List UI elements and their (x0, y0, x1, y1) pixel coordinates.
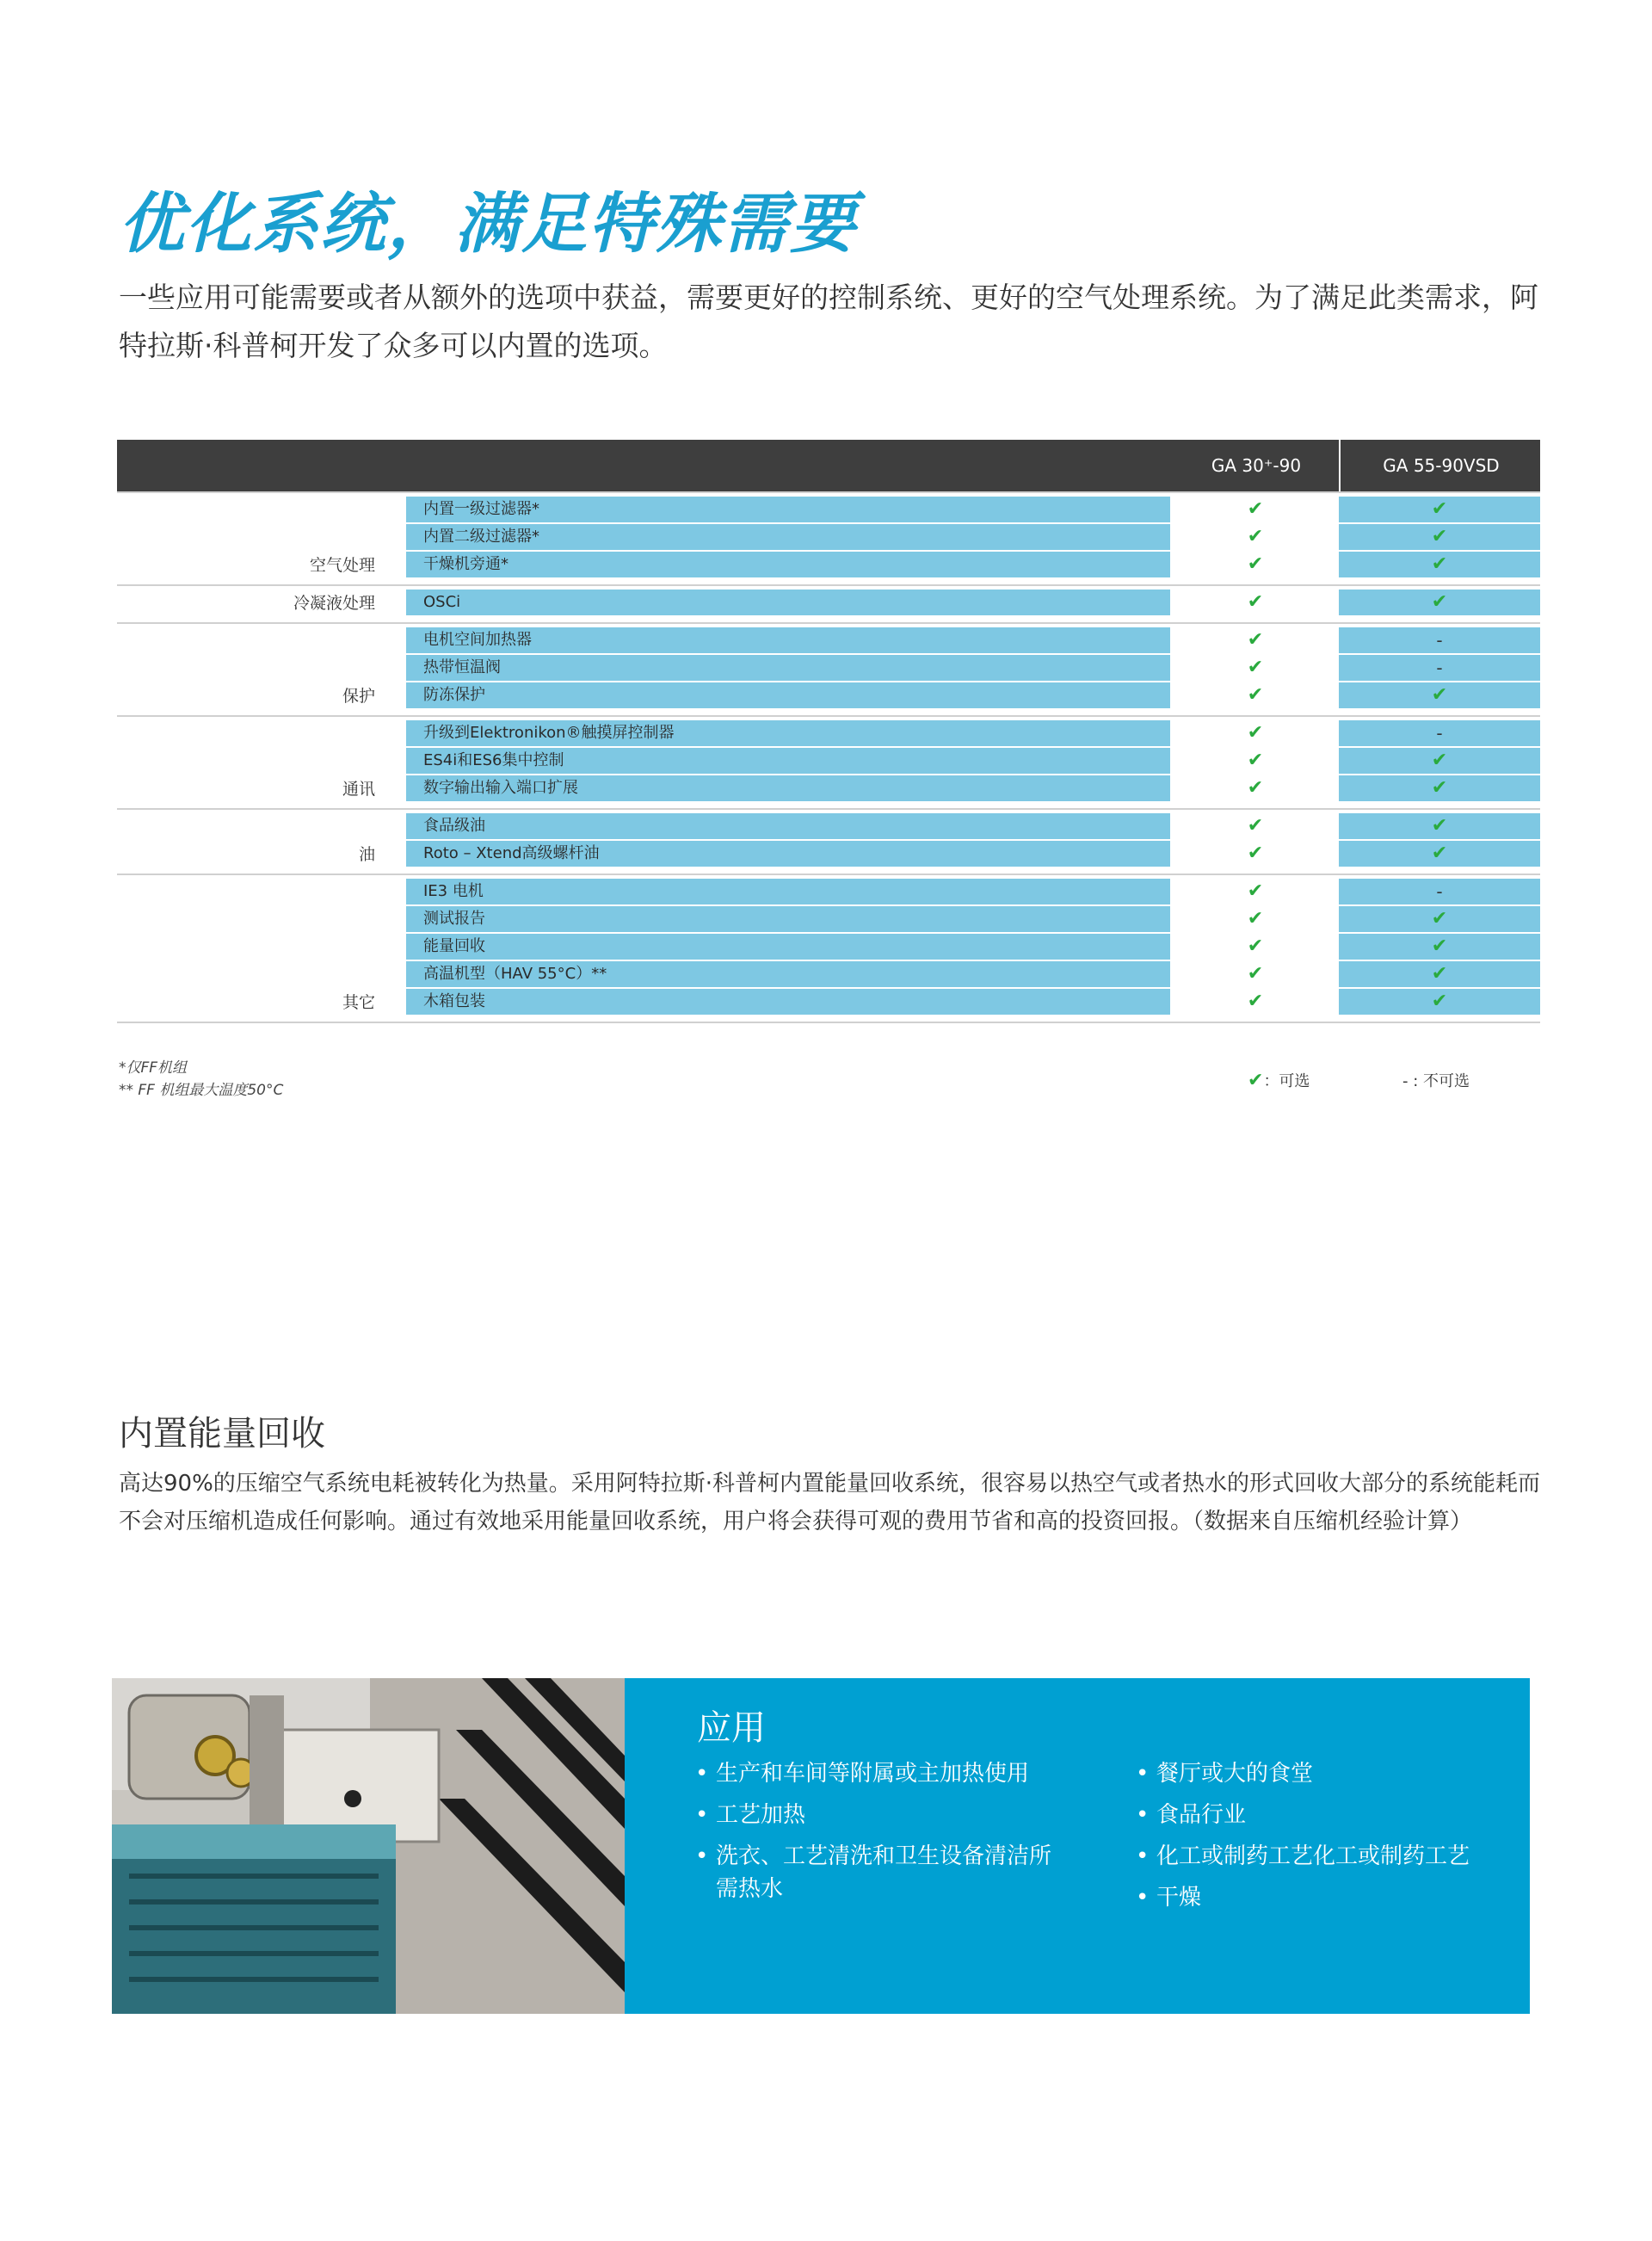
option-name: 数字输出输入端口扩展 (406, 775, 1170, 801)
table-row (406, 720, 1540, 748)
group-label: 其它 (342, 993, 375, 1012)
table-row (406, 841, 1540, 868)
table-row (406, 627, 1540, 655)
footnote: ** FF 机组最大温度50°C (119, 1082, 284, 1099)
list-item: • 餐厅或大的食堂 (1134, 1757, 1495, 1790)
table-row (406, 655, 1540, 682)
cell-ga55-90vsd (1339, 989, 1540, 1015)
list-item: • 洗衣、工艺清洗和卫生设备清洁所需热水 (693, 1840, 1055, 1905)
cell-ga30-90 (1174, 841, 1337, 867)
option-name: 升级到Elektronikon®触摸屏控制器 (406, 720, 1170, 746)
check-icon: ✔ (1247, 880, 1264, 902)
check-icon: ✔ (1248, 1070, 1264, 1091)
check-icon: ✔ (1247, 777, 1264, 799)
table-header (117, 440, 1540, 491)
cell-ga30-90 (1174, 813, 1337, 839)
dash-icon: - (1436, 723, 1443, 744)
table-row (406, 497, 1540, 524)
check-icon: ✔ (1247, 684, 1264, 706)
cell-ga30-90 (1174, 748, 1337, 774)
cell-ga30-90 (1174, 497, 1337, 522)
check-icon: ✔ (1431, 815, 1448, 837)
table-group (117, 874, 1540, 1022)
table-row (406, 682, 1540, 710)
check-icon: ✔ (1431, 750, 1448, 771)
cell-ga55-90vsd (1339, 775, 1540, 801)
group-label: 冷凝液处理 (293, 594, 375, 613)
table-row (406, 879, 1540, 906)
table-row (406, 813, 1540, 841)
check-icon: ✔ (1247, 991, 1264, 1012)
check-icon: ✔ (1431, 777, 1448, 799)
cell-ga30-90 (1174, 934, 1337, 960)
cell-ga30-90 (1174, 879, 1337, 904)
cell-ga55-90vsd (1339, 879, 1540, 904)
cell-ga30-90 (1174, 961, 1337, 987)
group-label: 油 (358, 845, 375, 864)
cell-ga30-90 (1174, 627, 1337, 653)
cell-ga30-90 (1174, 552, 1337, 577)
energy-recovery-title: 内置能量回收 (119, 1414, 325, 1454)
applications-list-left (693, 1757, 1055, 1914)
option-name: ES4i和ES6集中控制 (406, 748, 1170, 774)
table-group (117, 622, 1540, 715)
option-name: 电机空间加热器 (406, 627, 1170, 653)
table-row (406, 590, 1540, 617)
cell-ga30-90 (1174, 720, 1337, 746)
cell-ga55-90vsd (1339, 934, 1540, 960)
option-name: 干燥机旁通* (406, 552, 1170, 577)
check-icon: ✔ (1247, 526, 1264, 547)
cell-ga30-90 (1174, 989, 1337, 1015)
table-row (406, 748, 1540, 775)
table-row (406, 989, 1540, 1016)
check-icon: ✔ (1247, 908, 1264, 929)
table-bottom-rule (117, 1022, 1540, 1023)
cell-ga55-90vsd (1339, 627, 1540, 653)
check-icon: ✔ (1431, 991, 1448, 1012)
column-header-ga55-90vsd: GA 55-90VSD (1339, 440, 1542, 491)
option-name: 食品级油 (406, 813, 1170, 839)
column-header-ga30-90: GA 30⁺-90 (1211, 455, 1302, 476)
cell-ga55-90vsd (1339, 720, 1540, 746)
cell-ga30-90 (1174, 655, 1337, 681)
table-row (406, 961, 1540, 989)
option-name: Roto – Xtend高级螺杆油 (406, 841, 1170, 867)
check-icon: ✔ (1247, 591, 1264, 613)
check-icon: ✔ (1247, 815, 1264, 837)
option-name: 木箱包装 (406, 989, 1170, 1015)
table-row (406, 934, 1540, 961)
legend-optional (1248, 1069, 1310, 1091)
table-body (117, 491, 1540, 1022)
footnote: *仅FF机组 (119, 1059, 188, 1077)
check-icon: ✔ (1431, 553, 1448, 575)
intro-paragraph: 一些应用可能需要或者从额外的选项中获益，需要更好的控制系统、更好的空气处理系统。为了满足此类需求，阿特拉斯·科普柯开发了众多可以内置的选项。 (119, 281, 1538, 362)
legend-unavailable: - : 不可选 (1402, 1072, 1470, 1090)
table-group (117, 808, 1540, 874)
check-icon: ✔ (1247, 722, 1264, 744)
cell-ga55-90vsd (1339, 682, 1540, 708)
check-icon: ✔ (1431, 963, 1448, 985)
option-name: 高温机型（HAV 55°C）** (406, 961, 1170, 987)
cell-ga30-90 (1174, 590, 1337, 615)
cell-ga55-90vsd (1339, 961, 1540, 987)
check-icon: ✔ (1247, 498, 1264, 520)
energy-recovery-body: 高达90%的压缩空气系统电耗被转化为热量。采用阿特拉斯·科普柯内置能量回收系统，很容易以热空气或者热水的形式回收大部分的系统能耗而不会对压缩机造成任何影响。通过有效地采用能量回收系统，用户将会获得可观的费用节省和高的投资回报。（数据来自压缩机经验计算） (119, 1471, 1541, 1534)
option-name: 内置二级过滤器* (406, 524, 1170, 550)
cell-ga55-90vsd (1339, 655, 1540, 681)
list-item: • 干燥 (1134, 1881, 1495, 1914)
applications-title: 应用 (697, 1708, 766, 1748)
cell-ga55-90vsd (1339, 524, 1540, 550)
cell-ga30-90 (1174, 775, 1337, 801)
check-icon: ✔ (1247, 963, 1264, 985)
check-icon: ✔ (1247, 657, 1264, 678)
check-icon: ✔ (1247, 629, 1264, 651)
cell-ga55-90vsd (1339, 590, 1540, 615)
option-name: OSCi (406, 590, 1170, 615)
option-name: 能量回收 (406, 934, 1170, 960)
table-row (406, 775, 1540, 803)
table-group (117, 715, 1540, 808)
footnotes (119, 1057, 283, 1102)
applications-panel (625, 1678, 1530, 2014)
cell-ga55-90vsd (1339, 497, 1540, 522)
cell-ga55-90vsd (1339, 552, 1540, 577)
compressor-photo (112, 1678, 625, 2014)
check-icon: ✔ (1431, 526, 1448, 547)
check-icon: ✔ (1247, 935, 1264, 957)
cell-ga55-90vsd (1339, 841, 1540, 867)
option-name: 热带恒温阀 (406, 655, 1170, 681)
table-row (406, 552, 1540, 579)
group-label: 空气处理 (309, 556, 375, 575)
cell-ga55-90vsd (1339, 906, 1540, 932)
group-label: 通讯 (342, 780, 375, 799)
options-table (117, 440, 1540, 1023)
table-row (406, 906, 1540, 934)
cell-ga55-90vsd (1339, 748, 1540, 774)
option-name: IE3 电机 (406, 879, 1170, 904)
group-label: 保护 (342, 687, 375, 706)
option-name: 防冻保护 (406, 682, 1170, 708)
cell-ga30-90 (1174, 682, 1337, 708)
cell-ga30-90 (1174, 524, 1337, 550)
table-row (406, 524, 1540, 552)
check-icon: ✔ (1431, 908, 1448, 929)
check-icon: ✔ (1431, 684, 1448, 706)
check-icon: ✔ (1431, 935, 1448, 957)
check-icon: ✔ (1247, 553, 1264, 575)
legend-optional-label: ：可选 (1263, 1072, 1310, 1090)
check-icon: ✔ (1247, 750, 1264, 771)
list-item: • 化工或制药工艺化工或制药工艺 (1134, 1840, 1495, 1873)
dash-icon: - (1436, 881, 1443, 902)
table-group (117, 584, 1540, 622)
check-icon: ✔ (1247, 843, 1264, 864)
check-icon: ✔ (1431, 843, 1448, 864)
cell-ga55-90vsd (1339, 813, 1540, 839)
option-name: 测试报告 (406, 906, 1170, 932)
cell-ga30-90 (1174, 906, 1337, 932)
option-name: 内置一级过滤器* (406, 497, 1170, 522)
dash-icon: - (1436, 630, 1443, 651)
table-group (117, 491, 1540, 584)
list-item: • 食品行业 (1134, 1799, 1495, 1831)
check-icon: ✔ (1431, 591, 1448, 613)
page-title: 优化系统，满足特殊需要 (119, 185, 857, 262)
list-item: • 生产和车间等附属或主加热使用 (693, 1757, 1055, 1790)
list-item: • 工艺加热 (693, 1799, 1055, 1831)
applications-list-right (1134, 1757, 1495, 1923)
dash-icon: - (1436, 657, 1443, 678)
check-icon: ✔ (1431, 498, 1448, 520)
